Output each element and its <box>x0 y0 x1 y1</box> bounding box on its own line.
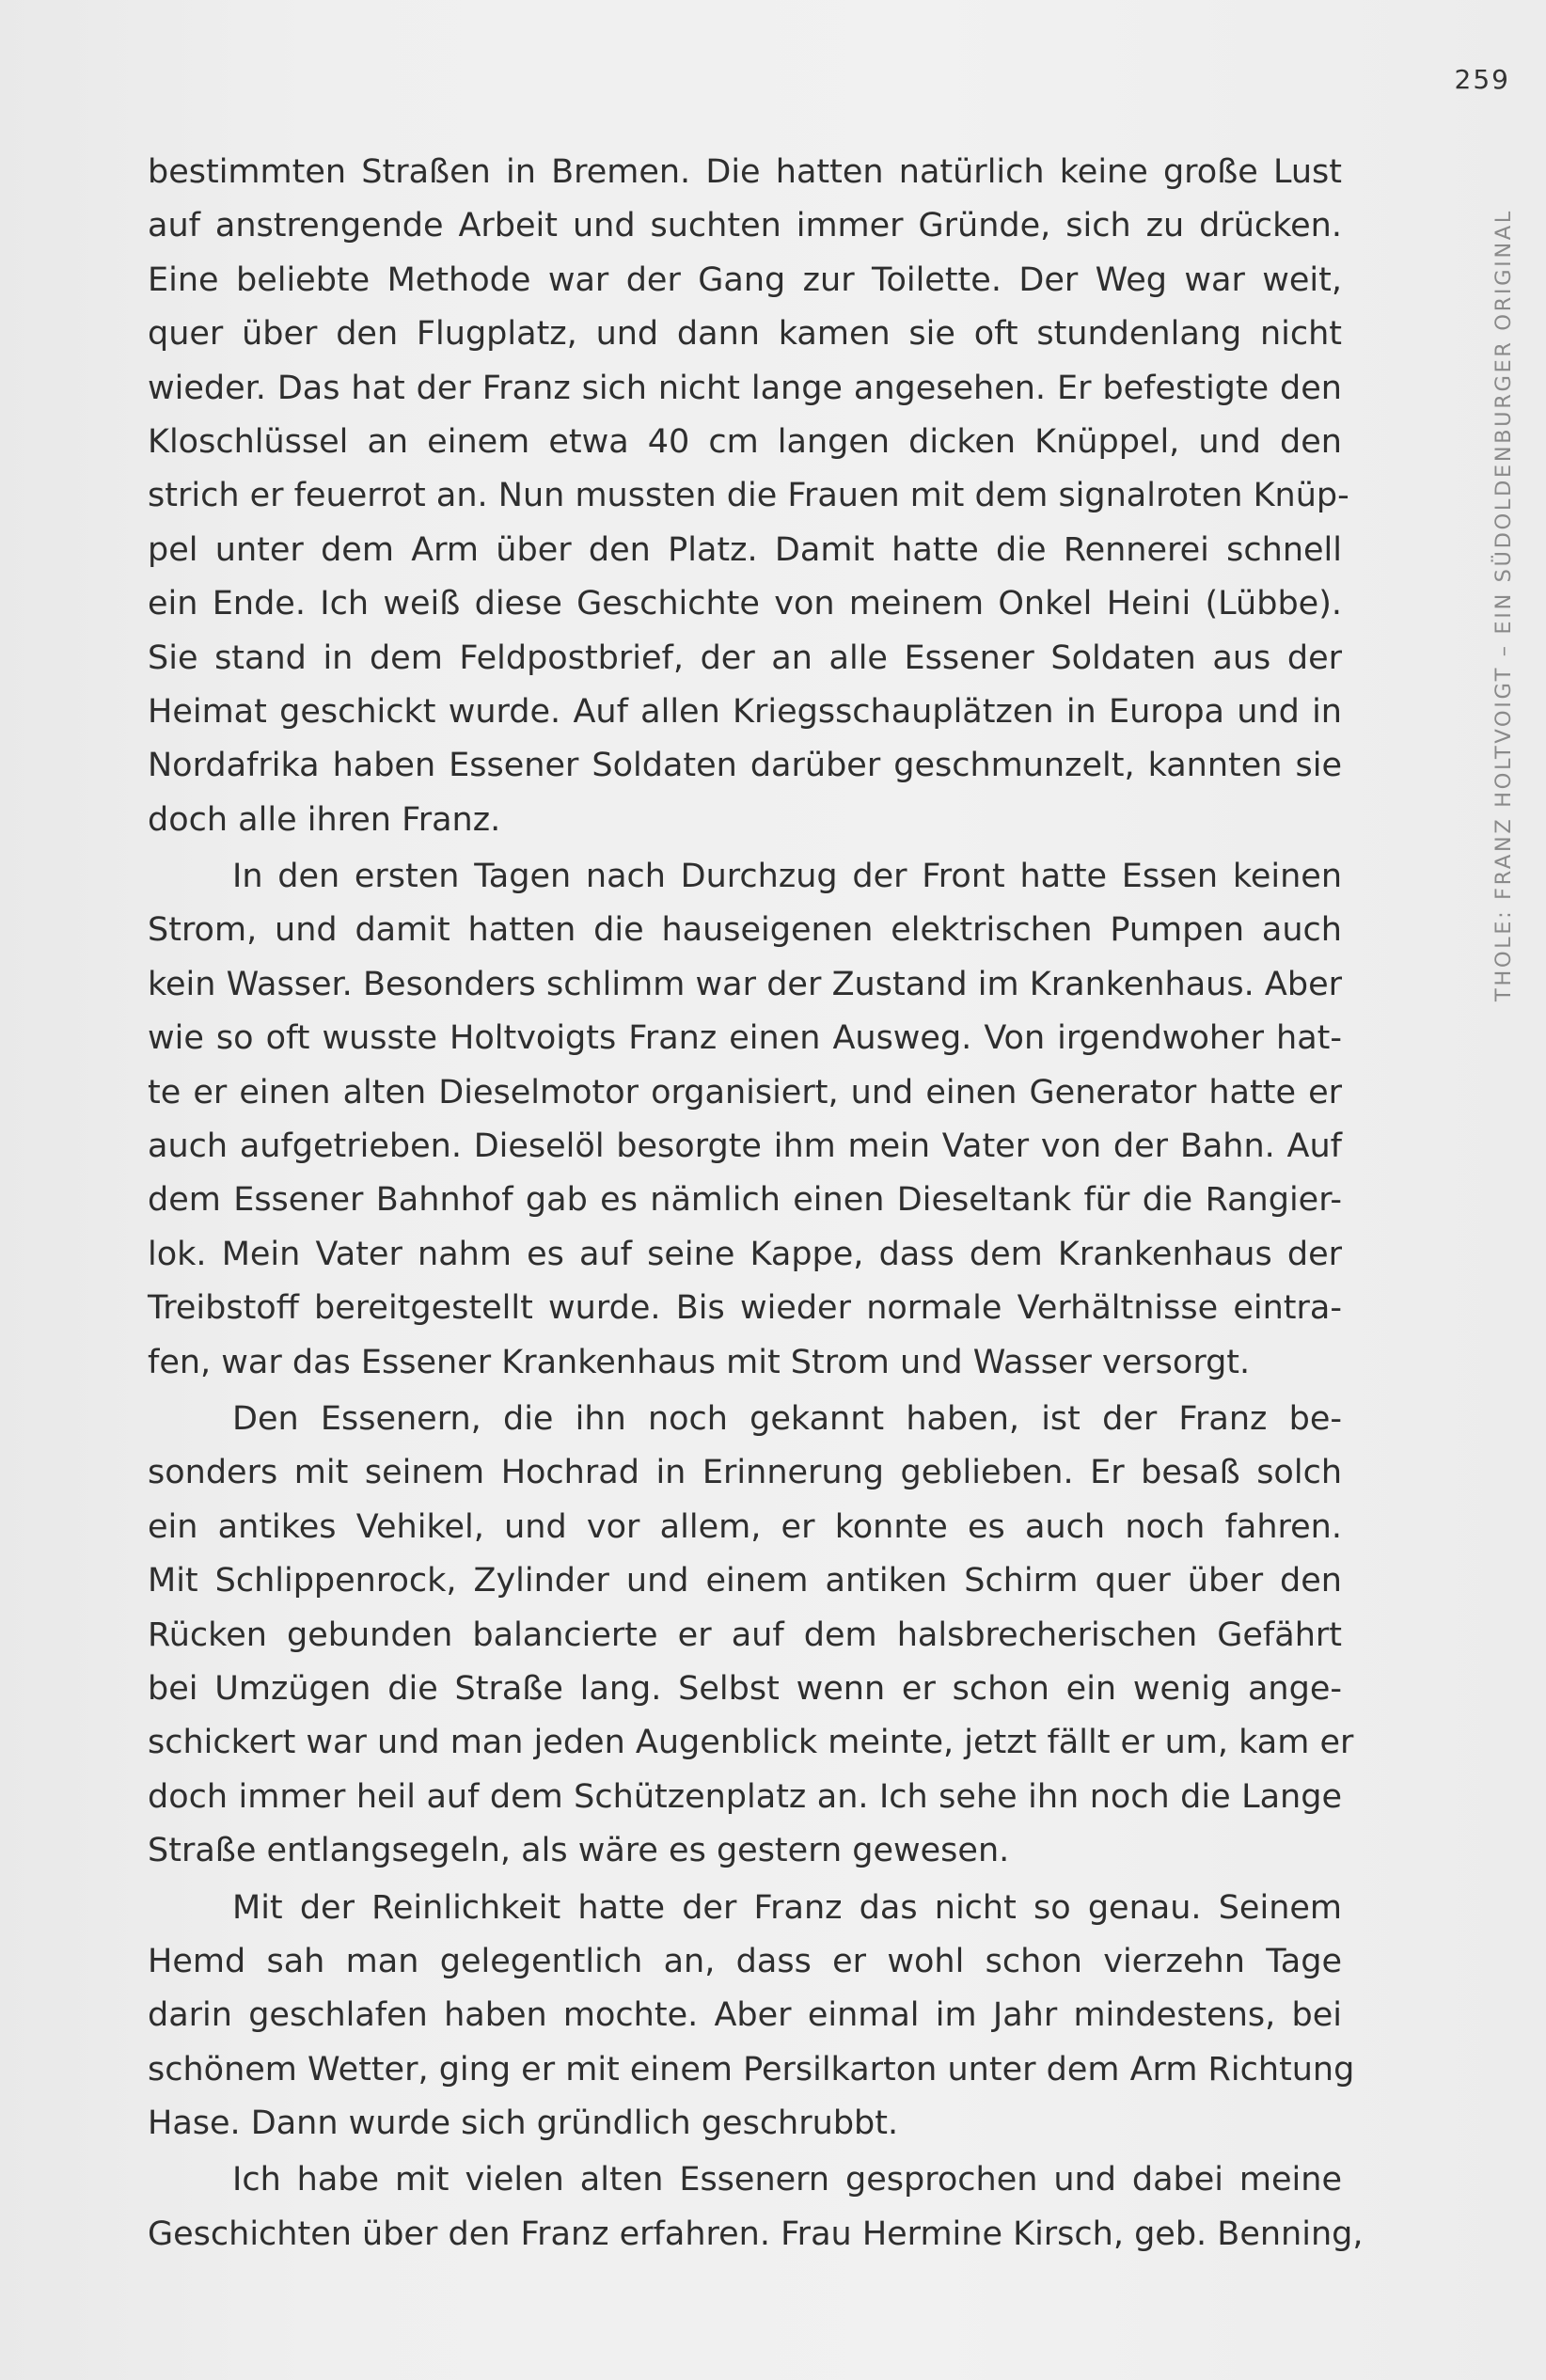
paragraph <box>148 1393 1354 1879</box>
paragraph <box>148 1882 1355 2151</box>
text-line: schönem Wetter, ging er mit einem Persilkarton unter dem Arm Richtung <box>148 2050 1355 2088</box>
text-line: Hase. Dann wurde sich gründlich geschrubbt. <box>148 2104 899 2143</box>
text-line: kein Wasser. Besonders schlimm war der Zustand im Krankenhaus. Aber <box>148 965 1342 1003</box>
text-line: Nordafrika haben Essener Soldaten darüber geschmunzelt, kannten sie <box>148 747 1342 785</box>
paragraph <box>148 146 1349 847</box>
text-line: auch aufgetrieben. Dieselöl besorgte ihm mein Vater von der Bahn. Auf <box>148 1127 1342 1166</box>
text-line: wieder. Das hat der Franz sich nicht lange angesehen. Er befestigte den <box>148 369 1342 407</box>
text-line: lok. Mein Vater nahm es auf seine Kappe, dass dem Krankenhaus der <box>148 1235 1342 1273</box>
text-line: wie so oft wusste Holtvoigts Franz einen Ausweg. Von irgendwoher hat- <box>148 1019 1342 1058</box>
text-line: Kloschlüssel an einem etwa 40 cm langen dicken Knüppel, und den <box>148 422 1342 461</box>
text-line: schickert war und man jeden Augenblick meinte, jetzt fällt er um, kam er <box>148 1724 1354 1762</box>
page-number: 259 <box>1454 64 1510 95</box>
text-line: strich er feuerrot an. Nun mussten die Frauen mit dem signalroten Knüp- <box>148 477 1349 515</box>
text-line: ein antikes Vehikel, und vor allem, er konnte es auch noch fahren. <box>148 1507 1342 1546</box>
text-line: quer über den Flugplatz, und dann kamen sie oft stundenlang nicht <box>148 315 1342 354</box>
paragraph <box>148 850 1342 1390</box>
text-line: te er einen alten Dieselmotor organisiert, und einen Generator hatte er <box>148 1073 1342 1111</box>
text-line: darin geschlafen haben mochte. Aber einmal im Jahr mindestens, bei <box>148 1996 1342 2035</box>
text-line: Straße entlangsegeln, als wäre es gestern gewesen. <box>148 1832 1010 1870</box>
paragraph <box>148 2153 1364 2262</box>
text-line: Sie stand in dem Feldpostbrief, der an alle Essener Soldaten aus der <box>148 638 1342 677</box>
text-line: Mit der Reinlichkeit hatte der Franz das nicht so genau. Seinem <box>232 1888 1342 1927</box>
text-line: sonders mit seinem Hochrad in Erinnerung geblieben. Er besaß solch <box>148 1454 1342 1492</box>
text-line: Den Essenern, die ihn noch gekannt haben, ist der Franz be- <box>232 1399 1342 1438</box>
text-line: Treibstoff bereitgestellt wurde. Bis wieder normale Verhältnisse eintra- <box>148 1289 1342 1328</box>
text-line: auf anstrengende Arbeit und suchten immer Gründe, sich zu drücken. <box>148 207 1342 245</box>
text-line: pel unter dem Arm über den Platz. Damit hatte die Rennerei schnell <box>148 530 1342 569</box>
text-line: bei Umzügen die Straße lang. Selbst wenn er schon ein wenig ange- <box>148 1669 1342 1708</box>
text-line: dem Essener Bahnhof gab es nämlich einen Dieseltank für die Rangier- <box>148 1181 1342 1220</box>
text-line: ein Ende. Ich weiß diese Geschichte von meinem Onkel Heini (Lübbe). <box>148 585 1342 623</box>
text-line: Ich habe mit vielen alten Essenern gesprochen und dabei meine <box>232 2161 1342 2199</box>
text-line: In den ersten Tagen nach Durchzug der Front hatte Essen keinen <box>232 858 1342 896</box>
text-line: Hemd sah man gelegentlich an, dass er wohl schon vierzehn Tage <box>148 1942 1342 1980</box>
text-line: bestimmten Straßen in Bremen. Die hatten natürlich keine große Lust <box>148 153 1342 191</box>
text-line: Mit Schlippenrock, Zylinder und einem antiken Schirm quer über den <box>148 1562 1342 1600</box>
text-line: Heimat geschickt wurde. Auf allen Kriegsschauplätzen in Europa und in <box>148 692 1342 731</box>
text-line: Rücken gebunden balancierte er auf dem halsbrecherischen Gefährt <box>148 1616 1342 1654</box>
text-line: Eine beliebte Methode war der Gang zur Toilette. Der Weg war weit, <box>148 260 1342 299</box>
text-line: Geschichten über den Franz erfahren. Frau Hermine Kirsch, geb. Benning, <box>148 2215 1364 2253</box>
text-line: doch alle ihren Franz. <box>148 800 501 839</box>
text-line: doch immer heil auf dem Schützenplatz an. Ich sehe ihn noch die Lange <box>148 1777 1342 1816</box>
text-line: fen, war das Essener Krankenhaus mit Strom und Wasser versorgt. <box>148 1343 1251 1381</box>
running-head: THOLE: FRANZ HOLTVOIGT – EIN SÜDOLDENBURGER ORIGINAL <box>1491 209 1516 1001</box>
text-line: Strom, und damit hatten die hauseigenen elektrischen Pumpen auch <box>148 911 1342 950</box>
body-text <box>148 146 1364 2264</box>
